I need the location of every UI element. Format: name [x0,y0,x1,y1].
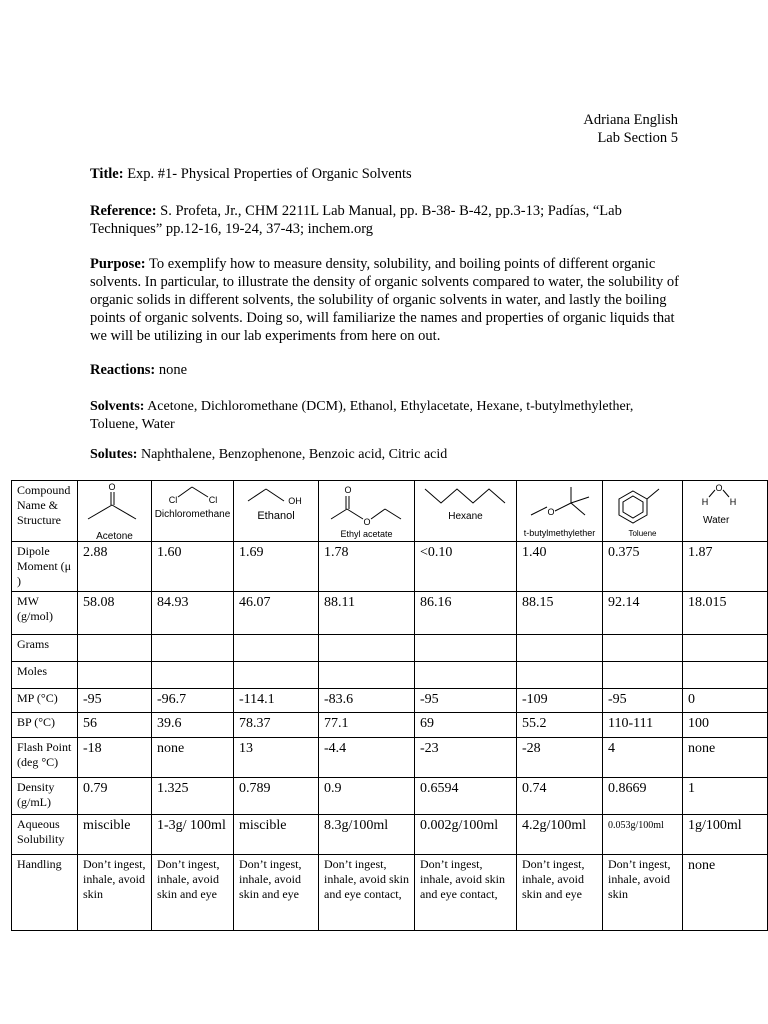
reactions-label: Reactions: [90,362,156,378]
table-cell: 1.40 [517,542,603,592]
table-cell: -4.4 [319,738,415,778]
row-label-moles: Moles [12,662,78,689]
table-cell: 84.93 [152,592,234,635]
water-structure [683,481,768,542]
acetone-name: Acetone [96,531,133,542]
table-cell: miscible [78,815,152,855]
reference-text: S. Profeta, Jr., CHM 2211L Lab Manual, pp. B-38- B-42, pp.3-13; Padías, “Lab Techniques” pp.12-16, 19-24, 37-43; inchem.org [90,203,622,237]
solvents-text: Acetone, Dichloromethane (DCM), Ethanol, Ethylacetate, Hexane, t-butylmethylether, Toluene, Water [90,399,634,432]
table-cell: 1.60 [152,542,234,592]
acetone-structure [78,481,152,542]
table-cell [517,635,603,662]
hexane-name: Hexane [448,511,483,522]
table-row [12,713,768,738]
table-cell: 88.11 [319,592,415,635]
table-cell: 1.325 [152,778,234,815]
title-label: Title: [90,166,124,182]
table-cell: 1.69 [234,542,319,592]
table-cell: 0.375 [603,542,683,592]
structure-header: Compound Name & Structure [12,481,78,542]
table-cell [234,662,319,689]
table-row [12,635,768,662]
table-cell: 55.2 [517,713,603,738]
ethyl-acetate-structure-icon [319,481,414,529]
reactions-line [90,361,680,379]
table-cell: Don’t ingest, inhale, avoid skin and eye [517,855,603,931]
purpose-label: Purpose: [90,256,146,272]
toluene-name: Toluene [628,529,657,538]
table-cell: 46.07 [234,592,319,635]
water-name: Water [703,515,730,526]
purpose-paragraph [90,255,680,345]
table-row [12,592,768,635]
table-cell [683,662,768,689]
table-row [12,815,768,855]
chlorine-atom-right: Cl [208,495,218,505]
table-cell [603,635,683,662]
ethanol-structure-icon [234,481,318,511]
table-cell: Don’t ingest, inhale, avoid skin and eye [152,855,234,931]
table-cell: Don’t ingest, inhale, avoid skin and eye [234,855,319,931]
table-cell: 4 [603,738,683,778]
table-row [12,738,768,778]
table-cell: 0 [683,689,768,713]
table-cell: 69 [415,713,517,738]
table-cell: 110-111 [603,713,683,738]
table-cell: 18.015 [683,592,768,635]
hexane-structure-icon [415,481,516,511]
table-cell: -95 [78,689,152,713]
water-oxygen-atom: O [715,483,723,493]
hydrogen-atom-right: H [729,497,737,507]
table-cell: 8.3g/100ml [319,815,415,855]
table-cell: 1g/100ml [683,815,768,855]
table-cell: 88.15 [517,592,603,635]
carbonyl-oxygen-atom: O [344,485,352,495]
table-cell: none [683,738,768,778]
table-cell [78,662,152,689]
ethyl-acetate-name: Ethyl acetate [340,529,393,539]
table-cell [78,635,152,662]
table-cell: -114.1 [234,689,319,713]
table-cell: -96.7 [152,689,234,713]
table-cell: 0.002g/100ml [415,815,517,855]
toluene-structure [603,481,683,542]
reference-label: Reference: [90,203,157,219]
hydrogen-atom-left: H [701,497,709,507]
solvents-paragraph [90,398,680,434]
table-cell: 0.9 [319,778,415,815]
author-block [583,111,678,147]
table-cell: 0.6594 [415,778,517,815]
tbme-name: t-butylmethylether [523,528,596,538]
table-cell: none [152,738,234,778]
table-cell [152,635,234,662]
table-cell: Don’t ingest, inhale, avoid skin [78,855,152,931]
table-cell: -109 [517,689,603,713]
acetone-structure-icon [78,481,151,529]
table-cell: Don’t ingest, inhale, avoid skin and eye contact, [319,855,415,931]
table-cell: 78.37 [234,713,319,738]
table-cell: 0.8669 [603,778,683,815]
tbme-structure-icon [517,481,602,525]
ester-oxygen-atom: O [363,517,371,527]
author-name: Adriana English [583,112,678,128]
table-cell: 100 [683,713,768,738]
table-cell: Don’t ingest, inhale, avoid skin and eye contact, [415,855,517,931]
table-cell: 1 [683,778,768,815]
toluene-structure-icon [603,481,682,529]
chlorine-atom-left: Cl [168,495,178,505]
table-cell: 1.78 [319,542,415,592]
solutes-text: Naphthalene, Benzophenone, Benzoic acid, Citric acid [140,447,448,462]
ether-oxygen-atom: O [547,507,555,517]
table-cell: -18 [78,738,152,778]
row-label-mp: MP (°C) [12,689,78,713]
table-cell: 56 [78,713,152,738]
purpose-text: To exemplify how to measure density, solubility, and boiling points of different organic solvents. In particular, to illustrate the density of organic solvents compared to water, the solubility of organic solids in different solvents, the solubility of organic solvents in water, and lastly the boiling points of organic solvents. Doing so, will familiarize the names and properties of organic liquids that we will be utilizing in our lab experiments from here on out. [90,256,679,344]
table-cell: 2.88 [78,542,152,592]
table-cell: 0.053g/100ml [603,815,683,855]
row-label-mw: MW (g/mol) [12,592,78,635]
table-cell [683,635,768,662]
hexane-structure [415,481,517,542]
table-cell: 86.16 [415,592,517,635]
oxygen-atom: O [108,482,116,492]
table-cell: 4.2g/100ml [517,815,603,855]
ethyl-acetate-structure [319,481,415,542]
table-cell [415,635,517,662]
solutes-label: Solutes: [90,447,138,462]
ethanol-structure [234,481,319,542]
reactions-text: none [158,362,188,378]
row-label-grams: Grams [12,635,78,662]
row-label-handling: Handling [12,855,78,931]
table-cell: 39.6 [152,713,234,738]
row-label-flash-point: Flash Point (deg °C) [12,738,78,778]
table-cell [234,635,319,662]
structure-row [12,481,768,542]
lab-section: Lab Section 5 [597,130,678,146]
table-cell: -95 [603,689,683,713]
title-text: Exp. #1- Physical Properties of Organic Solvents [127,166,412,182]
ethanol-name: Ethanol [257,510,295,522]
table-cell: -28 [517,738,603,778]
row-label-bp: BP (°C) [12,713,78,738]
row-label-density: Density (g/mL) [12,778,78,815]
solutes-line [90,446,680,464]
hydroxyl-group: OH [288,496,302,506]
table-cell: -83.6 [319,689,415,713]
table-cell: miscible [234,815,319,855]
table-cell: 0.74 [517,778,603,815]
table-cell [319,662,415,689]
table-cell: 1-3g/ 100ml [152,815,234,855]
table-cell: -23 [415,738,517,778]
table-row [12,855,768,931]
table-cell: 0.789 [234,778,319,815]
water-structure-icon [683,481,767,511]
table-cell: 0.79 [78,778,152,815]
table-cell: 13 [234,738,319,778]
solvents-label: Solvents: [90,399,145,414]
table-cell: 92.14 [603,592,683,635]
dichloromethane-structure [152,481,234,542]
table-cell [603,662,683,689]
table-cell [319,635,415,662]
tbme-structure [517,481,603,542]
table-cell: 77.1 [319,713,415,738]
table-cell: <0.10 [415,542,517,592]
table-cell: 58.08 [78,592,152,635]
table-row [12,542,768,592]
dichloromethane-name: Dichloromethane [154,509,231,520]
table-cell: Don’t ingest, inhale, avoid skin [603,855,683,931]
table-cell: -95 [415,689,517,713]
table-cell [415,662,517,689]
table-cell [517,662,603,689]
table-cell: 1.87 [683,542,768,592]
table-row [12,778,768,815]
properties-table [11,480,768,931]
table-row [12,689,768,713]
row-label-solubility: Aqueous Solubility [12,815,78,855]
dichloromethane-structure-icon [152,481,233,511]
title-line [90,165,680,183]
table-cell [152,662,234,689]
table-row [12,662,768,689]
reference-paragraph [90,202,680,238]
row-label-dipole: Dipole Moment (μ ) [12,542,78,592]
table-cell: none [683,855,768,931]
